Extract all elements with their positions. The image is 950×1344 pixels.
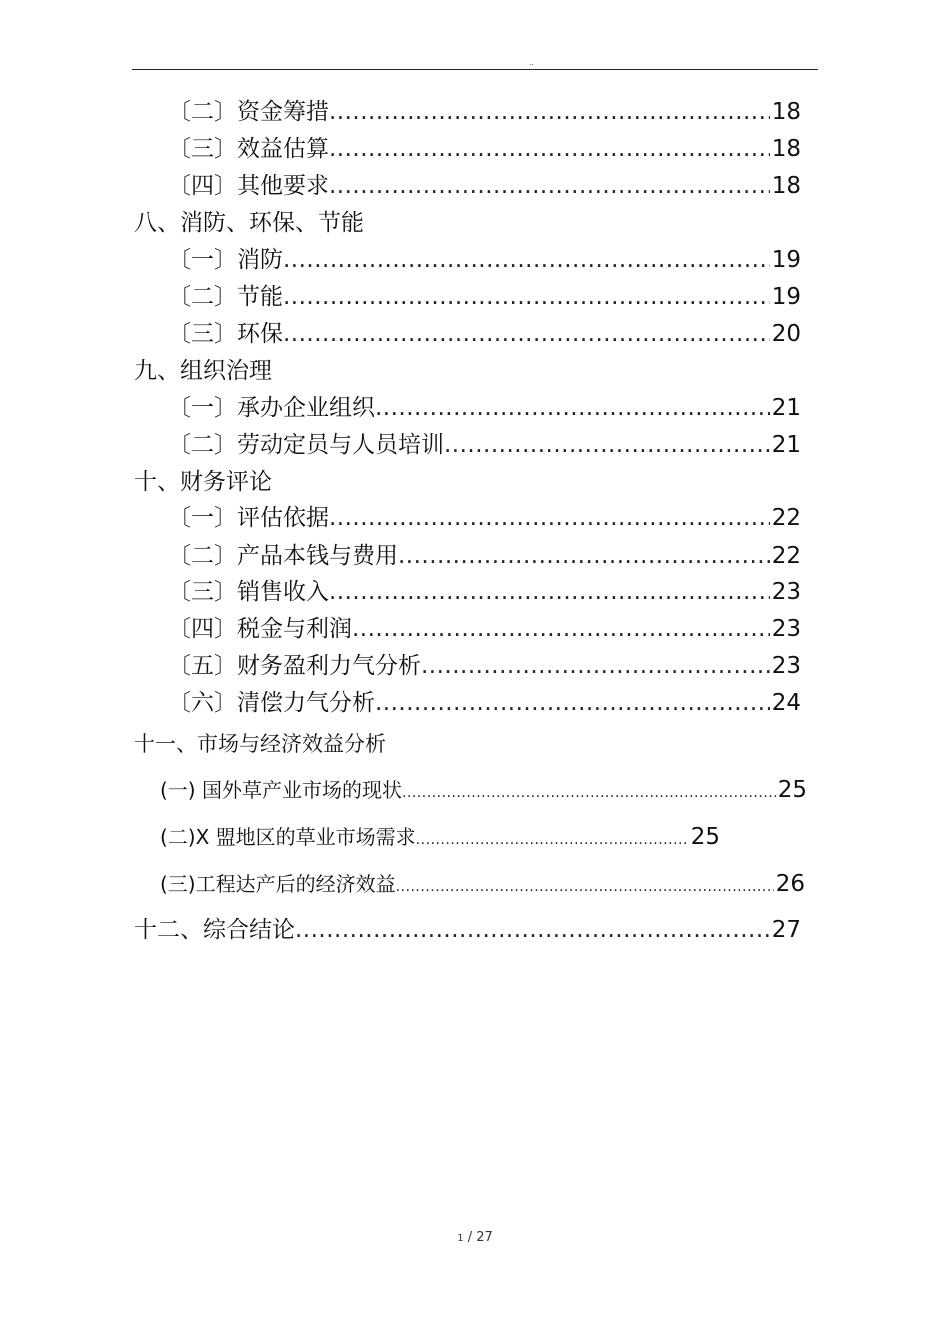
dot-leader (375, 688, 770, 718)
toc-entry-page: 27 (771, 917, 801, 943)
toc-chapter[interactable] (134, 356, 801, 386)
toc-chapter-label: 八、消防、环保、节能 (134, 210, 364, 236)
toc-chapter[interactable] (134, 729, 801, 759)
dot-leader (421, 651, 770, 681)
toc-entry[interactable] (168, 430, 801, 460)
dot-leader (329, 97, 770, 127)
toc-entry-page: 21 (771, 432, 801, 458)
toc-entry-page: 23 (771, 579, 801, 605)
toc-entry[interactable] (168, 503, 801, 533)
page-footer (0, 1230, 950, 1247)
toc-entry-label: 〔二〕劳动定员与人员培训 (168, 432, 444, 458)
toc-chapter-label: 十、财务评论 (134, 469, 272, 495)
toc-entry-page: 18 (771, 99, 801, 125)
dot-leader (329, 134, 770, 164)
dot-leader (416, 826, 689, 854)
toc-entry[interactable] (160, 870, 805, 901)
toc-entry[interactable] (160, 776, 807, 807)
toc-entry[interactable] (168, 541, 801, 571)
toc-entry-label: 〔四〕其他要求 (168, 173, 329, 199)
toc-entry-page: 25 (690, 824, 720, 850)
toc-entry[interactable] (168, 245, 801, 275)
dot-leader (444, 430, 770, 460)
toc-entry-page: 26 (775, 871, 805, 897)
toc-chapter[interactable] (134, 467, 801, 497)
toc-entry-page: 23 (771, 653, 801, 679)
toc-entry-label: 〔六〕清偿力气分析 (168, 690, 375, 716)
toc-entry-label: (一) 国外草产业市场的现状 (160, 778, 402, 802)
toc-entry[interactable] (168, 282, 801, 312)
toc-chapter-label: 十一、市场与经济效益分析 (134, 732, 386, 756)
header-mark: .. (529, 58, 535, 67)
toc-entry-page: 24 (771, 690, 801, 716)
toc-entry[interactable] (168, 393, 801, 423)
toc-entry-page: 19 (771, 247, 801, 273)
dot-leader (283, 319, 770, 349)
dot-leader (396, 873, 774, 901)
dot-leader (329, 503, 770, 533)
dot-leader (375, 393, 770, 423)
toc-entry-label: 〔三〕销售收入 (168, 579, 329, 605)
toc-entry-page: 19 (771, 284, 801, 310)
toc-entry-label: 〔一〕评估依据 (168, 505, 329, 531)
toc-entry-page: 21 (771, 395, 801, 421)
toc-entry[interactable] (160, 823, 720, 854)
toc-entry-page: 20 (771, 321, 801, 347)
toc-entry-label: 〔四〕税金与利润 (168, 616, 352, 642)
dot-leader (329, 171, 770, 201)
dot-leader (352, 614, 770, 644)
toc-entry[interactable] (168, 134, 801, 164)
total-pages: 27 (476, 1230, 493, 1245)
dot-leader (283, 245, 770, 275)
toc-entry[interactable] (168, 688, 801, 718)
toc-entry-label: 〔一〕承办企业组织 (168, 395, 375, 421)
toc-entry-page: 18 (771, 173, 801, 199)
toc-chapter-label: 十二、综合结论 (134, 917, 295, 943)
toc-entry-label: 〔三〕环保 (168, 321, 283, 347)
toc-entry-label: 〔三〕效益估算 (168, 136, 329, 162)
toc-entry-page: 25 (777, 777, 807, 803)
dot-leader (283, 282, 770, 312)
toc-entry[interactable] (168, 651, 801, 681)
toc-entry[interactable] (168, 577, 801, 607)
toc-entry-page: 18 (771, 136, 801, 162)
toc-entry[interactable] (168, 614, 801, 644)
toc-entry-label: 〔二〕产品本钱与费用 (168, 543, 398, 569)
toc-chapter-label: 九、组织治理 (134, 358, 272, 384)
toc-entry[interactable] (168, 319, 801, 349)
toc-entry-label: 〔五〕财务盈利力气分析 (168, 653, 421, 679)
toc-chapter[interactable] (134, 208, 801, 238)
toc-entry-label: 〔二〕资金筹措 (168, 99, 329, 125)
current-page-number: 1 (457, 1233, 464, 1244)
toc-entry-label: 〔一〕消防 (168, 247, 283, 273)
page-separator: / (467, 1230, 473, 1245)
dot-leader (402, 779, 776, 807)
dot-leader (295, 915, 770, 945)
toc-chapter[interactable] (134, 915, 801, 945)
toc-entry[interactable] (168, 171, 801, 201)
toc-entry[interactable] (168, 97, 801, 127)
toc-entry-label: 〔二〕节能 (168, 284, 283, 310)
dot-leader (329, 577, 770, 607)
toc-entry-label: (二)X 盟地区的草业市场需求 (160, 825, 416, 849)
toc-entry-label: (三)工程达产后的经济效益 (160, 872, 396, 896)
toc-entry-page: 22 (771, 543, 801, 569)
toc-entry-page: 23 (771, 616, 801, 642)
dot-leader (398, 541, 770, 571)
toc-entry-page: 22 (771, 505, 801, 531)
